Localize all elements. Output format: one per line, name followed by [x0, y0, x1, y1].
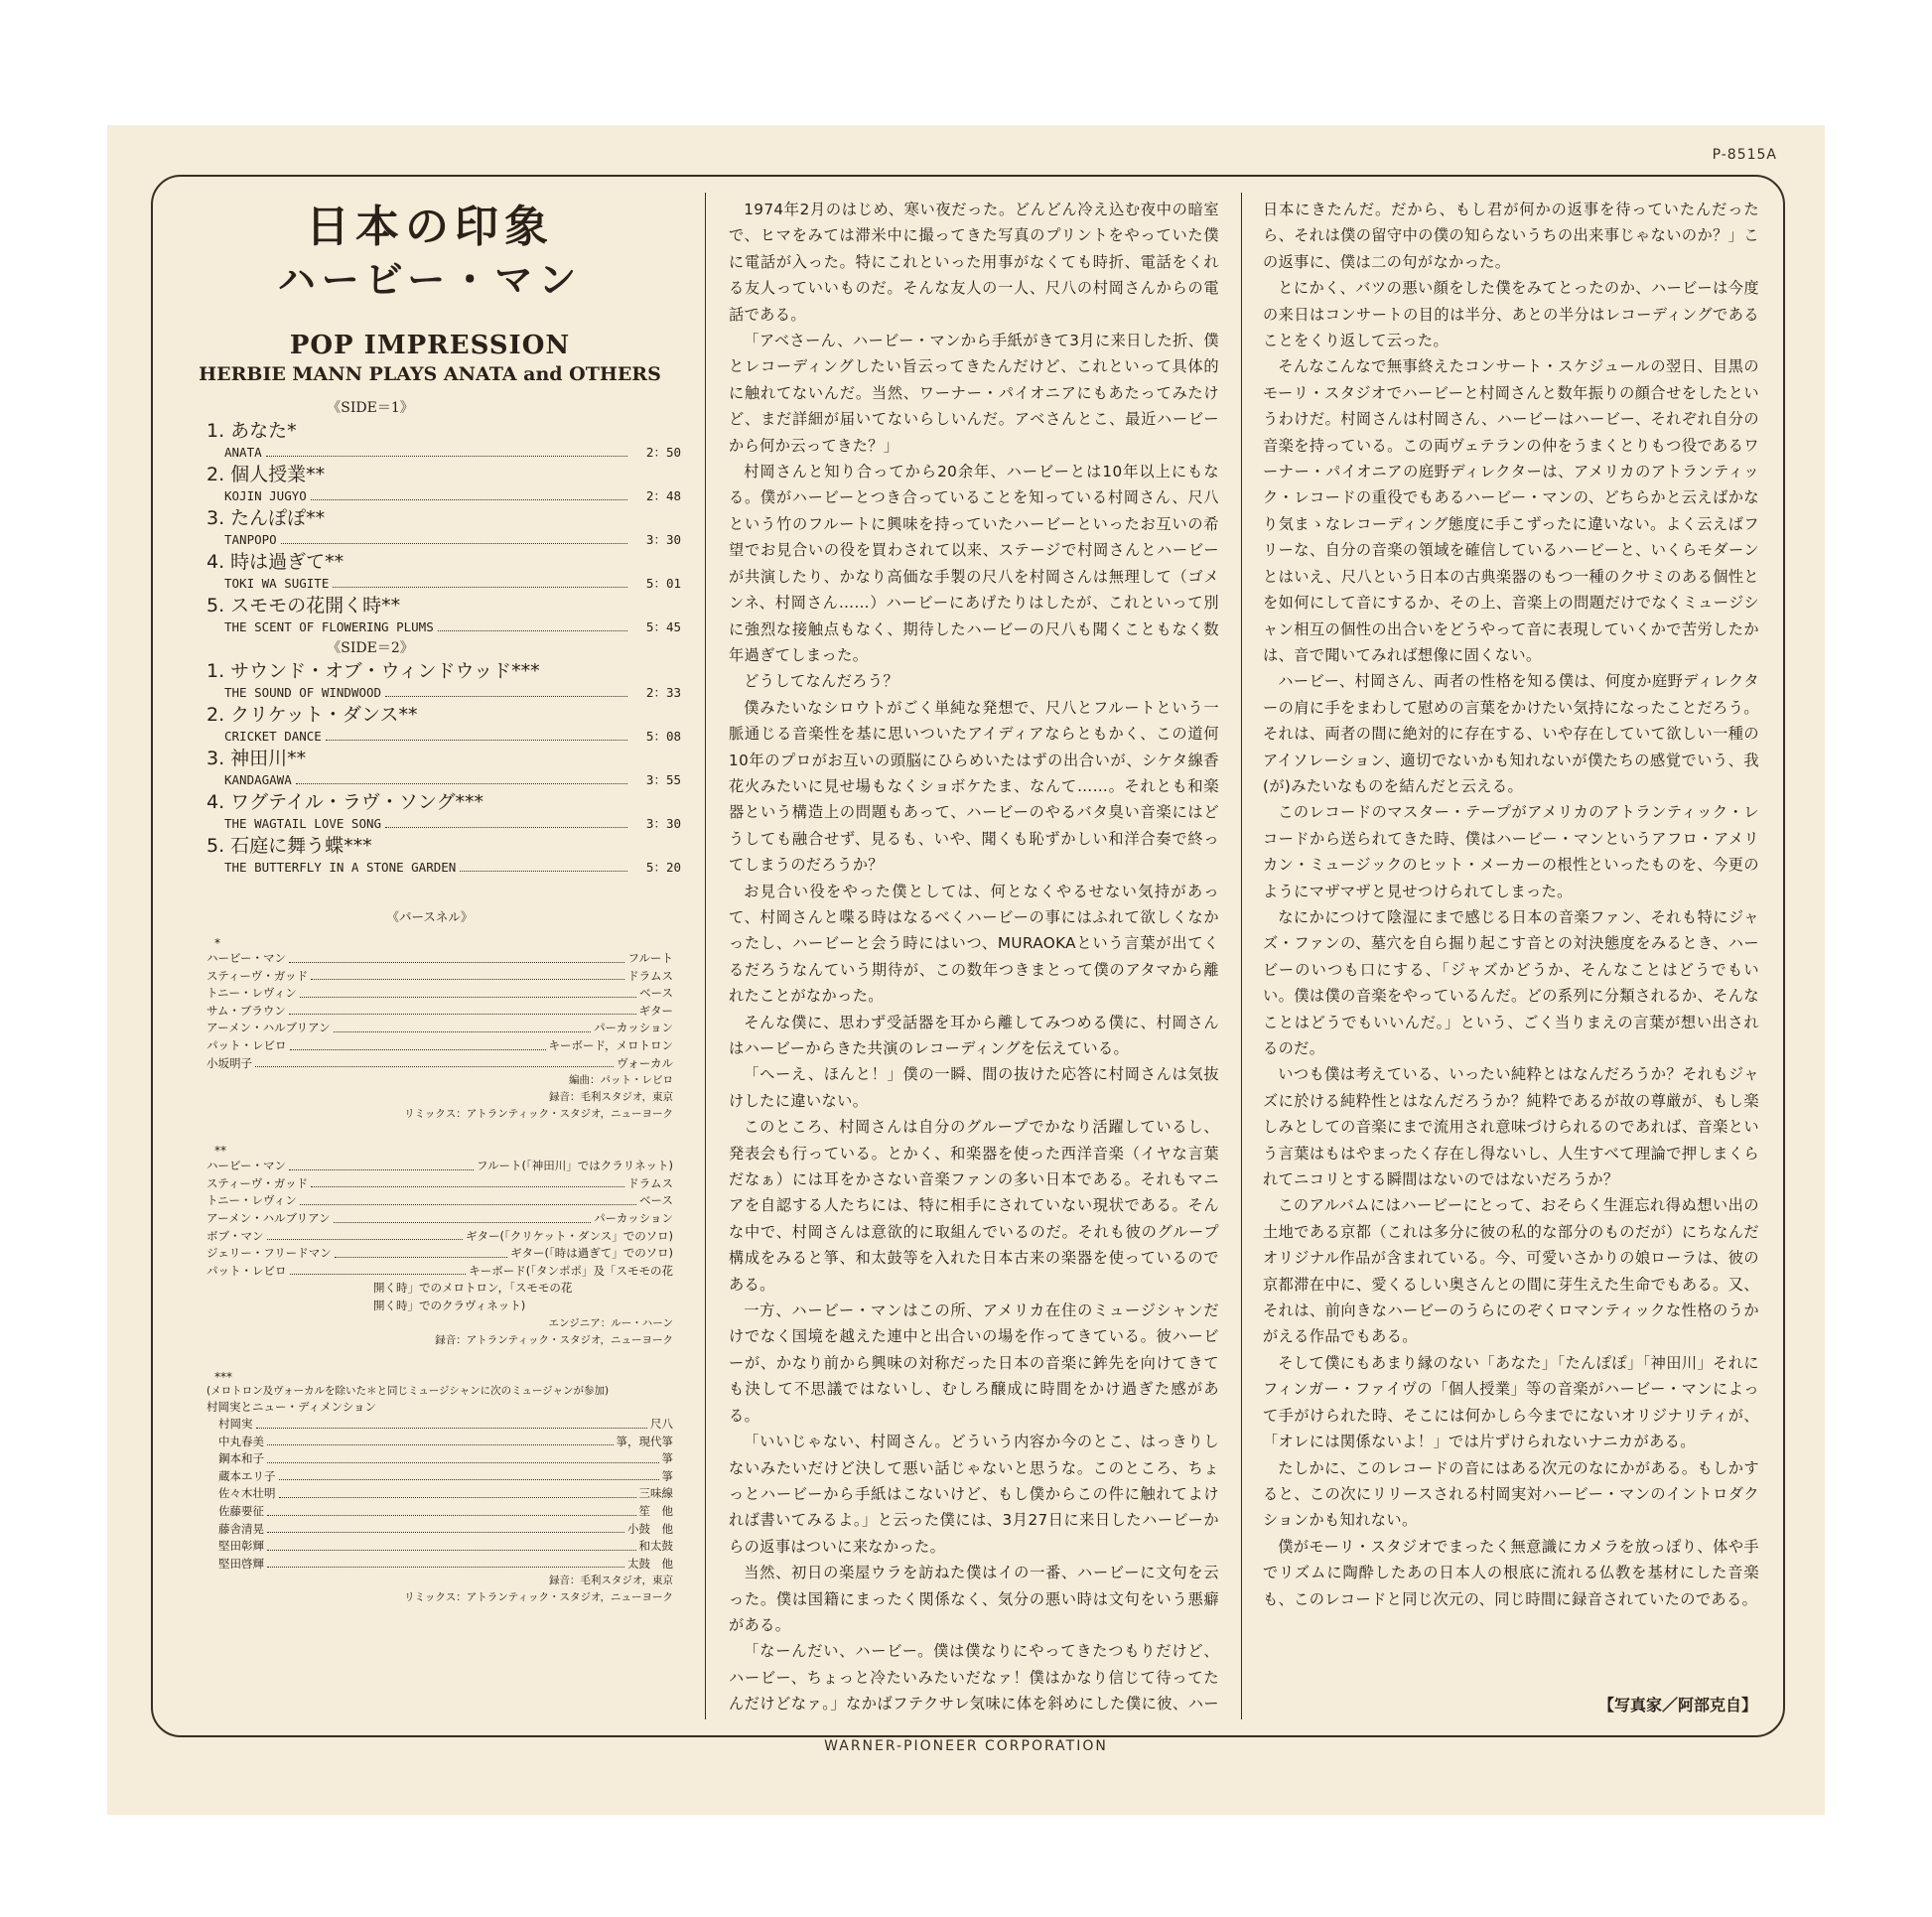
dot-leader [311, 968, 624, 981]
personnel-row [207, 1228, 673, 1246]
musician-instrument: パーカッション [594, 1210, 673, 1225]
recording-credit: リミックス：アトランティック・スタジオ，ニューヨーク [404, 1108, 673, 1121]
musician-instrument: 小鼓 他 [627, 1521, 673, 1536]
dot-leader [296, 770, 627, 784]
track-duration: 2：33 [645, 685, 681, 700]
dot-leader [460, 858, 627, 872]
personnel-row [218, 1556, 673, 1574]
essay-paragraph: そして僕にもあまり縁のない「あなた」「たんぽぽ」「神田川」それにフィンガー・ファイヴの「個人授業」等の音楽がハービー・マンによって手がけられた時、そこには何かしら今までにないオリジナリティが、「オレには関係ないよ！」では片ずけられないナニカがある。 [1263, 1353, 1759, 1451]
track-item [207, 594, 681, 637]
musician-name: 佐々木壮明 [218, 1486, 276, 1501]
track-title-en: TANPOPO [224, 532, 277, 547]
recording-credit: エンジニア：ルー・ハーン [548, 1316, 673, 1329]
track-item [207, 419, 681, 463]
track-title-jp: 5. スモモの花開く時** [207, 595, 401, 616]
track-item [207, 506, 681, 550]
musician-instrument: ベース [639, 986, 673, 1001]
personnel-row [207, 1055, 673, 1073]
track-title-en-row [207, 683, 681, 703]
musician-name: 堅田彰輝 [218, 1539, 264, 1554]
essay-paragraph: このアルバムにはハービーにとって、おそらく生涯忘れ得ぬ想い出の土地である京都（これは多分に彼の私的な部分のものだが）にちなんだオリジナル作品が含まれている。今、可愛いさかりの娘ローラは、彼の京都滞在中に、愛くるしい奥さんとの間に芽生えた生命でもある。又、それは、前向きなハービーのうらにのぞくロマンティックな性格のうかがえる作品でもある。 [1263, 1196, 1759, 1346]
track-title-en-row [207, 530, 681, 550]
track-title-en: CRICKET DANCE [224, 729, 322, 744]
track-title-jp: 5. 石庭に舞う蝶*** [207, 835, 372, 857]
track-item [207, 747, 681, 790]
musician-instrument: ギター(「クリケット・ダンス」でのソロ) [466, 1228, 673, 1243]
track-item [207, 463, 681, 506]
musician-name: 小坂明子 [207, 1055, 252, 1070]
track-title-en-row [207, 770, 681, 790]
personnel-row [218, 1468, 673, 1486]
personnel-row [207, 1245, 673, 1263]
track-title-jp: 1. あなた* [207, 420, 297, 442]
dot-leader [311, 1175, 624, 1188]
musician-name: スティーヴ・ガッド [207, 1175, 309, 1190]
essay-paragraph: お見合い役をやった僕としては、何となくやるせない気持があって、村岡さんと喋る時はなるべくハービーの事にはふれて欲しくなかったし、ハービーと会う時にはいつ、MURAOKAという言葉が出てくるだろうなんていう期待が、この数年つきまとって僕のアタマから離れたことがなかった。 [729, 882, 1219, 1006]
musician-name: パット・レビロ [207, 1037, 287, 1052]
side-label: 《SIDE＝2》 [327, 640, 414, 656]
track-list [175, 397, 685, 878]
personnel-row [207, 1175, 673, 1193]
essay-paragraph: どうしてなんだろう？ [744, 672, 899, 691]
dot-leader [290, 1037, 546, 1050]
album-subtitle-en: HERBIE MANN PLAYS ANATA and OTHERS [199, 363, 661, 385]
essay-paragraph: 僕みたいなシロウトがごく単純な発想で、尺八とフルートという一脈通じる音楽性を基に思いついたアイディアならともかく、この道何10年のプロがお互いの頭脳にひらめいたはずの出合いが、シケタ線香花火みたいに見せ場もなくショボケたま、なんて……。それとも和楽器という構造上の問題もあって、ハービーのやるバタ臭い音楽にはどうしても融合せず、見るも、いや、聞くも恥ずかしい和洋合奏で終ってしまうのだろうか？ [729, 698, 1219, 875]
track-title-jp: 3. 神田川** [207, 748, 307, 769]
musician-instrument: ヴォーカル [617, 1055, 673, 1070]
dot-leader [279, 1485, 636, 1498]
dot-leader [279, 1468, 659, 1481]
track-title-en-row [207, 574, 681, 594]
personnel-row [218, 1434, 673, 1451]
essay-paragraph: なにかにつけて陰湿にまで感じる日本の音楽ファン、それも特にジャズ・ファンの、墓穴を自ら掘り起こす音との対決態度をみるとき、ハービーのいつも口にする、「ジャズかどうか、そんなことはどうでもいい。僕は僕の音楽をやっているんだ。どの系列に分類されるか、そんなことはどうでもいいんだ。」という、ごく当りまえの言葉が想い出されるのだ。 [1263, 907, 1759, 1057]
dot-leader [326, 727, 627, 741]
essay-paragraph: 1974年2月のはじめ、寒い夜だった。どんどん冷え込む夜中の暗室で、ヒマをみては滞米中に撮ってきた写真のプリントをやっていた僕に電話が入った。特にこれといった用事がなくても時折、電話をくれる友人っていいものだ。そんな友人の一人、尺八の村岡さんからの電話である。 [729, 201, 1219, 324]
personnel-group-2 [175, 1145, 685, 1348]
side-label: 《SIDE＝1》 [327, 400, 414, 416]
musician-instrument: ギター(「時は過ぎて」でのソロ) [510, 1246, 673, 1261]
recording-credit: 録音：毛利スタジオ，東京 [548, 1091, 673, 1104]
liner-notes-column-1 [729, 197, 1219, 1715]
essay-paragraph: 僕がモーリ・スタジオでまったく無意識にカメラを放っぽり、体や手でリズムに陶酔したあの日本人の根底に流れる仏教を基材にした音楽も、このレコードと同じ次元の、同じ時間に録音されていたのである。 [1263, 1537, 1759, 1608]
personnel-row [207, 1037, 673, 1055]
dot-leader [290, 1263, 467, 1276]
track-duration: 3：30 [645, 816, 681, 831]
musician-instrument: 尺八 [650, 1417, 673, 1432]
musician-name: 鋼本和子 [218, 1451, 264, 1466]
musician-name: アーメン・ハルブリアン [207, 1021, 331, 1035]
musician-name: 村岡実 [218, 1417, 253, 1432]
dot-leader [385, 814, 627, 828]
musician-instrument: 太鼓 他 [627, 1556, 673, 1571]
catalog-number: P-8515A [1712, 147, 1777, 163]
group-marker: * [214, 936, 220, 950]
album-title-jp: 日本の印象 [306, 202, 554, 252]
track-title-jp: 1. サウンド・オブ・ウィンドウッド*** [207, 660, 540, 682]
musician-instrument: 和太鼓 [638, 1539, 673, 1554]
essay-paragraph: 「へーえ、ほんと！」僕の一瞬、間の抜けた応答に村岡さんは気抜けしたに違いない。 [729, 1065, 1219, 1110]
dot-leader [333, 574, 627, 588]
recording-credit: リミックス：アトランティック・スタジオ，ニューヨーク [404, 1591, 673, 1604]
track-title-en-row [207, 727, 681, 747]
track-title-jp: 4. 時は過ぎて** [207, 551, 345, 573]
musician-name: パット・レビロ [207, 1263, 287, 1278]
musician-name: 藤舎清晃 [218, 1521, 264, 1536]
essay-paragraph: たしかに、このレコードの音にはある次元のなにかがある。もしかすると、この次にリリースされる村岡実対ハービー・マンのイントロダクションかも知れない。 [1263, 1458, 1759, 1530]
essay-paragraph: ハービー、村岡さん、両者の性格を知る僕は、何度か庭野ディレクターの肩に手をまわして慰めの言葉をかけたい気持になったことだろう。それは、両者の間に絶対的に存在する、いや存在していて欲しい一種のアイソレーション、適切でないかも知れないが僕たちの感覚でいう、我(が)みたいなものを結んだと云える。 [1263, 672, 1759, 795]
track-item [207, 834, 681, 878]
author-signature: 【写真家／阿部克自】 [1597, 1696, 1757, 1714]
dot-leader [267, 1556, 624, 1569]
personnel-row [218, 1416, 673, 1434]
essay-paragraph: 「いいじゃない、村岡さん。どういう内容か今のとこ、はっきりしないみたいだけど決して悪い話じゃないと思うな。このところ、ちょっとハービーから手紙はこないけど、もし僕からこの件に触れてよければ書いてみるよ。」と云った僕には、3月27日に来日したハービーからの返事はついに来なかった。 [729, 1433, 1219, 1556]
track-duration: 5：01 [645, 576, 681, 591]
track-item [207, 703, 681, 747]
track-title-en-row [207, 486, 681, 506]
album-title-en: POP IMPRESSION [289, 331, 571, 360]
musician-name: アーメン・ハルブリアン [207, 1210, 331, 1225]
track-title-jp: 4. ワグテイル・ラヴ・ソング*** [207, 791, 483, 813]
dot-leader [334, 1020, 591, 1032]
record-sleeve [107, 125, 1825, 1815]
musician-instrument: ギター [638, 1003, 673, 1018]
personnel-row [218, 1485, 673, 1503]
track-title-en-row [207, 443, 681, 463]
musician-name: サム・ブラウン [207, 1003, 286, 1018]
essay-paragraph: そんなこんなで無事終えたコンサート・スケジュールの翌日、目黒のモーリ・スタジオでハービーと村岡さんと数年振りの顔合せをしたというわけだ。村岡さんは村岡さん、ハービーはハービー、それぞれ自分の音楽を持っている。この両ヴェテランの仲をうまくとりもつ役であるワーナー・パイオニアの庭野ディレクターは、アメリカのアトランティック・レコードの重役でもあるハービー・マンの、どちらかと云えばかなり気まゝなレコーディング態度に手こずったに違いない。よく云えばフリーな、自分の音楽の領域を確信しているハービーと、いくらモダーンとはいえ、尺八という日本の古典楽器のもつ一種のクサミのある個性とを如何にして音にするか、その上、音楽上の問題だけでなくミュージシャン相互の個性の出合いをどうやって音に表現していくかで苦労したかは、音で聞いてみれば想像に固くない。 [1263, 357, 1759, 664]
recording-credit: 録音：毛利スタジオ，東京 [548, 1575, 673, 1587]
dot-leader [267, 1450, 659, 1463]
musician-instrument: 三味線 [638, 1486, 673, 1501]
content-frame [151, 175, 1785, 1737]
dot-leader [266, 443, 627, 457]
track-item [207, 659, 681, 703]
musician-name: ボブ・マン [207, 1228, 264, 1243]
track-title-en-row [207, 814, 681, 834]
essay-paragraph: このところ、村岡さんは自分のグループでかなり活躍しているし、発表会も行っている。とかく、和楽器を使った西洋音楽（イヤな言葉だなぁ）には耳をかさない音楽ファンの多い日本である。それもマニアを自認する人たちには、特に相手にされていない現状である。そんな中で、村岡さんは意欲的に取組んでいるのだ。それも彼のグループ構成をみると箏、和太鼓等を入れた日本古来の楽器を使っているのである。 [729, 1118, 1219, 1294]
personnel-row [207, 1003, 673, 1021]
track-title-en-row [207, 858, 681, 878]
musician-instrument: 箏 [661, 1468, 673, 1483]
musician-instrument: 笙 他 [638, 1504, 673, 1519]
musician-instrument: キーボード(「タンポポ」及「スモモの花 [469, 1263, 673, 1278]
personnel-row [207, 985, 673, 1003]
personnel-group-1 [175, 937, 685, 1123]
track-title-en-row [207, 617, 681, 637]
essay-paragraph: とにかく、バツの悪い顔をした僕をみてとったのか、ハービーは今度の来日はコンサートの目的は半分、あとの半分はレコーディングであることをくり返して云った。 [1263, 279, 1759, 350]
essay-paragraph: 村岡さんと知り合ってから20余年、ハービーとは10年以上にもなる。僕がハービーとつき合っていることを知っている村岡さん、尺八という竹のフルートに興味を持っていたハービーといったお互いの希望でお見合いの役を買わされて以来、ステージで村岡さんとハービーが共演したり、かなり高価な手製の尺八を村岡さんは無理して（ゴメンネ、村岡さん……）ハービーにあげたりはしたが、これといって別に強烈な接触点もなく、期待したハービーの尺八も聞くこともなく数年過ぎてしまった。 [729, 463, 1219, 664]
track-duration: 5：20 [645, 860, 681, 875]
dot-leader [267, 1434, 614, 1446]
dot-leader [256, 1416, 648, 1429]
dot-leader [335, 1245, 507, 1258]
dot-leader [289, 950, 624, 963]
track-item [207, 550, 681, 594]
track-title-en: THE SCENT OF FLOWERING PLUMS [224, 619, 434, 634]
dot-leader [267, 1503, 636, 1516]
essay-paragraph: 「なーんだい、ハービー。僕は僕なりにやってきたつもりだけど、ハービー、ちょっと冷たいみたいだなァ！僕はかなり信じて待ってたんだけどなァ。」なかばフテクサレ気味に体を斜めにした僕に彼、ハー [729, 1642, 1219, 1713]
personnel-row [207, 1158, 673, 1175]
instrument-continuation: 開く時」でのメロトロン，「スモモの花 [373, 1281, 573, 1296]
essay-paragraph: 日本にきたんだ。だから、もし君が何かの返事を待っていたんだったら、それは僕の留守中の僕の知らないうちの出来事じゃないのか？」この返事に、僕は二の句がなかった。 [1263, 201, 1759, 271]
track-duration: 3：55 [645, 772, 681, 787]
dot-leader [289, 1158, 474, 1170]
dot-leader [289, 1003, 636, 1016]
musician-instrument: パーカッション [594, 1021, 673, 1035]
group-marker: *** [214, 1369, 232, 1384]
group-note: (メロトロン及ヴォーカルを除いた＊と同じミュージシャンに次のミュージャンが参加) [207, 1384, 610, 1397]
essay-paragraph: いつも僕は考えている、いったい純粋とはなんだろうか？それもジャズに於ける純粋性とはなんだろうか？純粋であるが故の尊厳が、もし楽しみとしての音楽にまで流用され意味づけられるのであれば、音楽という言葉はもはやまったく存在し得ないし、人生すべて理論で押しまくられてニコリとする瞬間はないのではないだろうか？ [1263, 1065, 1759, 1189]
dot-leader [300, 985, 636, 998]
tracklist-column [175, 197, 685, 1715]
track-duration: 5：08 [645, 729, 681, 744]
personnel-group-3 [175, 1371, 685, 1607]
musician-instrument: フルート [627, 951, 673, 965]
column-divider [1241, 193, 1242, 1719]
group-marker: ** [214, 1144, 226, 1159]
publisher-footer: WARNER-PIONEER CORPORATION [824, 1738, 1108, 1754]
recording-credit: 編曲：パット・レビロ [569, 1074, 673, 1087]
dot-leader [334, 1210, 591, 1223]
musician-instrument: 箏 [661, 1451, 673, 1466]
musician-name: ハービー・マン [207, 951, 287, 965]
musician-name: スティーヴ・ガッド [207, 968, 309, 983]
musician-name: ハービー・マン [207, 1159, 287, 1173]
musician-name: トニー・レヴィン [207, 1193, 297, 1208]
dot-leader [281, 530, 627, 544]
track-duration: 5：45 [645, 619, 681, 634]
essay-paragraph: 当然、初日の楽屋ウラを訪ねた僕はイの一番、ハービーに文句を云った。僕は国籍にまったく関係なく、気分の悪い時は文句をいう悪癖がある。 [729, 1564, 1219, 1634]
musician-name: 中丸春美 [218, 1434, 264, 1448]
track-duration: 2：48 [645, 488, 681, 503]
essay-paragraph: 「アベさーん、ハービー・マンから手紙がきて3月に来日した折、僕とレコーディングしたい旨云ってきたんだけど、これといって具体的に触れてないんだ。当然、ワーナー・パイオニアにもあたってみたけど、まだ詳細が届いてないらしいんだ。アベさんとこ、最近ハービーから何か云ってきた？」 [729, 332, 1219, 455]
dot-leader [267, 1538, 636, 1551]
track-title-en: THE SOUND OF WINDWOOD [224, 685, 382, 700]
musician-name: 佐藤要征 [218, 1504, 264, 1519]
column-divider [705, 193, 706, 1719]
instrument-continuation: 開く時」でのクラヴィネット) [373, 1298, 526, 1312]
musician-name: トニー・レヴィン [207, 986, 297, 1001]
essay-paragraph: そんな僕に、思わず受話器を耳から離してみつめる僕に、村岡さんはハービーからきた共演のレコーディングを伝えている。 [729, 1013, 1219, 1057]
personnel-row [218, 1538, 673, 1556]
musician-instrument: ドラムス [627, 1175, 673, 1190]
dot-leader [255, 1055, 614, 1068]
musician-instrument: ベース [639, 1193, 673, 1208]
musician-instrument: フルート(「神田川」ではクラリネット) [476, 1159, 673, 1173]
track-duration: 3：30 [645, 532, 681, 547]
personnel-row [207, 1020, 673, 1037]
track-title-jp: 2. クリケット・ダンス** [207, 704, 418, 726]
personnel-row [218, 1450, 673, 1468]
personnel-row [218, 1503, 673, 1521]
dot-leader [311, 486, 627, 500]
liner-notes-column-2 [1263, 197, 1759, 1715]
musician-instrument: キーボード，メロトロン [548, 1037, 673, 1052]
musician-name: 堅田啓輝 [218, 1556, 264, 1571]
musician-name: ジェリー・フリードマン [207, 1246, 332, 1261]
personnel-row [207, 950, 673, 968]
personnel-heading: 《パースネル》 [386, 909, 474, 924]
dot-leader [267, 1521, 624, 1534]
track-title-en: THE BUTTERFLY IN A STONE GARDEN [224, 860, 457, 875]
track-duration: 2：50 [645, 445, 681, 460]
recording-credit: 録音：アトランティック・スタジオ，ニューヨーク [435, 1333, 673, 1346]
track-title-en: KOJIN JUGYO [224, 488, 307, 503]
personnel-row [207, 1192, 673, 1210]
personnel-row [207, 1263, 673, 1281]
dot-leader [300, 1192, 636, 1205]
track-title-jp: 2. 個人授業** [207, 464, 326, 485]
musician-instrument: 箏，現代箏 [616, 1434, 673, 1448]
dot-leader [385, 683, 627, 697]
track-item [207, 790, 681, 834]
personnel-row [218, 1521, 673, 1539]
artist-name-jp: ハービー・マン [277, 258, 583, 302]
track-title-en: TOKI WA SUGITE [224, 576, 330, 591]
musician-name: 蔵本エリ子 [218, 1468, 276, 1483]
ensemble-name: 村岡実とニュー・ディメンション [207, 1399, 377, 1414]
track-title-jp: 3. たんぽぽ** [207, 507, 326, 529]
dot-leader [438, 617, 627, 631]
dot-leader [267, 1228, 464, 1241]
track-title-en: ANATA [224, 445, 262, 460]
essay-paragraph: 一方、ハービー・マンはこの所、アメリカ在住のミュージシャンだけでなく国境を越えた連中と出合いの場を作ってきている。彼ハービーが、かなり前から興味の対称だった日本の音楽に鉾先を向けてきても決して不思議ではないし、むしろ醸成に時間をかけ過ぎた感がある。 [729, 1301, 1219, 1425]
personnel-row [207, 1210, 673, 1228]
essay-paragraph: このレコードのマスター・テープがアメリカのアトランティック・レコードから送られてきた時、僕はハービー・マンというアフロ・アメリカン・ミュージックのヒット・メーカーの根性といったものを、今更のようにマザマザと見せつけられてしまった。 [1263, 803, 1759, 900]
musician-instrument: ドラムス [627, 968, 673, 983]
track-title-en: KANDAGAWA [224, 772, 292, 787]
track-title-en: THE WAGTAIL LOVE SONG [224, 816, 382, 831]
personnel-row [207, 968, 673, 986]
